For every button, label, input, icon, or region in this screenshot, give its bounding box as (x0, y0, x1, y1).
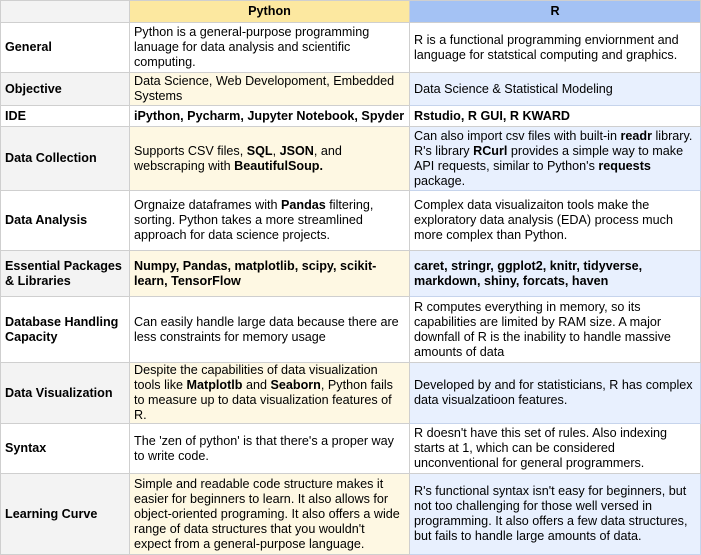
row-label[interactable]: Learning Curve (1, 474, 130, 555)
bold-text-seaborn: Seaborn (270, 378, 321, 392)
r-cell[interactable]: Complex data visualizaiton tools make the exploratory data analysis (EDA) process much more complex than Python. (410, 191, 701, 251)
python-cell[interactable] (130, 191, 410, 251)
python-cell[interactable]: Can easily handle large data because there are less constraints for memory usage (130, 297, 410, 363)
row-label[interactable]: Objective (1, 73, 130, 106)
header-python[interactable]: Python (130, 1, 410, 23)
row-label[interactable]: IDE (1, 106, 130, 127)
text: , Python fails to measure up to data visualization features of R. (134, 378, 393, 422)
row-label[interactable]: General (1, 23, 130, 73)
header-blank-cell[interactable] (1, 1, 130, 23)
table-row-essential-packages (1, 251, 701, 297)
table-row-syntax (1, 424, 701, 474)
python-cell[interactable]: Data Science, Web Developoment, Embedded Systems (130, 73, 410, 106)
python-cell[interactable]: Numpy, Pandas, matplotlib, scipy, scikit-learn, TensorFlow (130, 251, 410, 297)
text: and (242, 378, 271, 392)
table-row-objective (1, 73, 701, 106)
text: package. (414, 173, 466, 188)
text: Can also import csv files with built-in (414, 128, 621, 143)
r-cell[interactable]: caret, stringr, ggplot2, knitr, tidyverse, markdown, shiny, forcats, haven (410, 251, 701, 297)
table-row-learning-curve (1, 474, 701, 555)
bold-text-sql: SQL (246, 143, 273, 158)
bold-text-pandas: Pandas (281, 198, 326, 212)
r-cell[interactable]: R doesn't have this set of rules. Also indexing starts at 1, which can be considered unconventional for general programmers. (410, 424, 701, 474)
text: , and webscraping with (134, 143, 342, 173)
row-label[interactable]: Syntax (1, 424, 130, 474)
table-row-data-analysis (1, 191, 701, 251)
python-cell[interactable]: Simple and readable code structure makes it easier for beginners to learn. It also allows for object-oriented programing. It also offers a wide range of data structures that you wouldn't expect from a general-purpose language. (130, 474, 410, 555)
table-row-ide (1, 106, 701, 127)
bold-text-json: JSON (279, 143, 314, 158)
python-cell[interactable] (130, 363, 410, 424)
python-cell[interactable]: iPython, Pycharm, Jupyter Notebook, Spyder (130, 106, 410, 127)
table-row-data-collection (1, 127, 701, 191)
r-cell[interactable]: Rstudio, R GUI, R KWARD (410, 106, 701, 127)
r-cell[interactable] (410, 127, 701, 191)
r-cell[interactable]: Developed by and for statisticians, R has complex data visualzatioon features. (410, 363, 701, 424)
bold-text-beautifulsoup: BeautifulSoup. (234, 158, 323, 173)
text: Orgnaize dataframes with (134, 198, 281, 212)
r-cell[interactable]: Data Science & Statistical Modeling (410, 73, 701, 106)
table-row-database-handling (1, 297, 701, 363)
python-cell[interactable] (130, 127, 410, 191)
table-row-general (1, 23, 701, 73)
bold-text-requests: requests (598, 158, 651, 173)
bold-text-readr: readr (620, 128, 652, 143)
bold-text-matplotlib: Matplotlb (186, 378, 243, 392)
row-label[interactable]: Data Visualization (1, 363, 130, 424)
python-cell[interactable]: The 'zen of python' is that there's a proper way to write code. (130, 424, 410, 474)
r-cell[interactable]: R is a functional programming enviornment and language for statstical computing and graphics. (410, 23, 701, 73)
text: library. R's library (414, 128, 693, 158)
text: , (272, 143, 280, 158)
text: provides a simple way to make API requests, similar to Python's (414, 143, 684, 173)
python-cell[interactable]: Python is a general-purpose programming lanuage for data analysis and scientific computing. (130, 23, 410, 73)
row-label[interactable]: Essential Packages & Libraries (1, 251, 130, 297)
text: Supports CSV files, (134, 143, 247, 158)
row-label[interactable]: Database Handling Capacity (1, 297, 130, 363)
row-label[interactable]: Data Analysis (1, 191, 130, 251)
header-row (1, 1, 701, 23)
row-label[interactable]: Data Collection (1, 127, 130, 191)
table-row-data-visualization (1, 363, 701, 424)
r-cell[interactable]: R computes everything in memory, so its capabilities are limited by RAM size. A major downfall of R is the inability to handle massive amounts of data (410, 297, 701, 363)
bold-text-rcurl: RCurl (473, 143, 508, 158)
r-cell[interactable]: R's functional syntax isn't easy for beginners, but not too challenging for those well versed in programming. It also offers a few data structures, but fails to handle large amounts of data. (410, 474, 701, 555)
header-r[interactable]: R (410, 1, 701, 23)
text: Despite the capabilities of data visualization tools like (134, 363, 378, 392)
text: filtering, sorting. Python takes a more streamlined approach for data science projects. (134, 198, 374, 242)
